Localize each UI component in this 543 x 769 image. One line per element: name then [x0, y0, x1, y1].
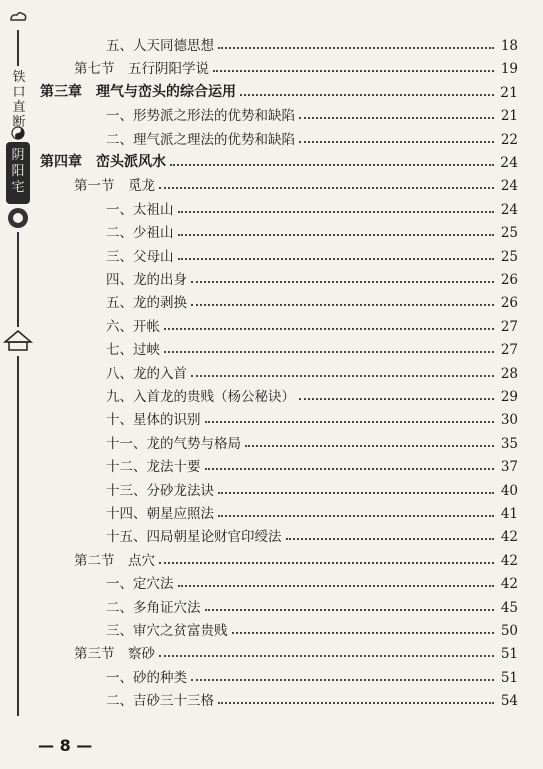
toc-entry-page: 45 — [500, 599, 518, 616]
bagua-ornament-icon — [6, 206, 30, 230]
toc-dot-leader — [205, 468, 495, 470]
toc-entry-title: 六、开帐 — [106, 318, 160, 335]
toc-entry-title: 十、星体的识别 — [106, 412, 201, 429]
toc-entry[interactable] — [40, 334, 518, 358]
toc-entry-title: 三、父母山 — [106, 248, 174, 265]
sidebar — [0, 0, 36, 769]
toc-entry-page: 40 — [500, 482, 518, 499]
toc-entry-page: 21 — [500, 84, 518, 101]
section-char: 阳 — [11, 164, 25, 179]
toc-entry-page: 42 — [500, 552, 518, 569]
toc-entry[interactable] — [40, 545, 518, 569]
toc-entry-title: 九、入首龙的贵贱（杨公秘诀） — [106, 389, 295, 405]
toc-entry-title: 四、龙的出身 — [106, 272, 187, 288]
toc-entry-page: 21 — [500, 108, 518, 125]
toc-entry-title: 一、定穴法 — [106, 576, 174, 593]
toc-entry[interactable] — [40, 124, 518, 148]
toc-entry-title: 七、过峡 — [106, 342, 160, 359]
toc-entry-page: 37 — [500, 459, 518, 476]
toc-entry[interactable] — [40, 194, 518, 218]
section-badge — [6, 142, 30, 204]
sidebar-rule-bottom — [17, 356, 19, 716]
toc-entry-page: 24 — [500, 178, 518, 195]
toc-entry-title: 二、多角证穴法 — [106, 599, 201, 616]
book-title-char: 断 — [12, 115, 26, 130]
toc-dot-leader — [213, 70, 494, 72]
page-number: — 8 — — [38, 736, 93, 755]
toc-entry[interactable] — [40, 475, 518, 499]
toc-dot-leader — [218, 515, 494, 517]
toc-entry-page: 29 — [500, 389, 518, 405]
book-title-vertical — [8, 70, 30, 130]
toc-entry-title: 第七节 五行阴阳学说 — [74, 61, 209, 78]
toc-dot-leader — [191, 281, 494, 283]
section-char: 阴 — [11, 148, 25, 163]
toc-entry[interactable] — [40, 264, 518, 288]
toc-entry-title: 一、形势派之形法的优势和缺陷 — [106, 108, 295, 125]
toc-entry[interactable] — [40, 100, 518, 124]
toc-entry-title: 十四、朝星应照法 — [106, 506, 214, 522]
toc-entry-title: 一、砂的种类 — [106, 669, 187, 686]
toc-dot-leader — [159, 655, 494, 657]
toc-entry-page: 25 — [500, 225, 518, 242]
toc-dot-leader — [299, 398, 494, 400]
toc-dot-leader — [178, 585, 495, 587]
toc-entry-page: 41 — [500, 506, 518, 522]
toc-entry[interactable] — [40, 170, 518, 194]
toc-entry-title: 十二、龙法十要 — [106, 459, 201, 476]
toc-entry-title: 十五、四局朝星论财官印绶法 — [106, 529, 282, 546]
toc-dot-leader — [205, 609, 495, 611]
toc-entry[interactable] — [40, 30, 518, 54]
toc-dot-leader — [159, 562, 494, 564]
toc-entry[interactable] — [40, 662, 518, 686]
toc-entry-title: 第三节 察砂 — [74, 646, 155, 663]
toc-entry-title: 十三、分砂龙法诀 — [106, 482, 214, 499]
toc-entry-page: 51 — [500, 669, 518, 686]
toc-entry-page: 51 — [500, 646, 518, 663]
toc-entry-page: 30 — [500, 412, 518, 429]
toc-entry[interactable] — [40, 615, 518, 639]
toc-entry[interactable] — [40, 638, 518, 662]
toc-dot-leader — [191, 375, 494, 377]
toc-dot-leader — [218, 47, 494, 49]
toc-entry-page: 35 — [500, 435, 518, 452]
toc-entry-page: 26 — [500, 295, 518, 312]
toc-dot-leader — [191, 679, 494, 681]
book-title-char: 直 — [12, 100, 26, 115]
toc-entry-title: 二、少祖山 — [106, 225, 174, 242]
book-title-char: 铁 — [12, 70, 26, 85]
toc-entry-title: 一、太祖山 — [106, 201, 174, 218]
toc-entry-page: 24 — [500, 155, 518, 171]
toc-entry[interactable] — [40, 241, 518, 265]
toc-entry[interactable] — [40, 311, 518, 335]
toc-entry-page: 28 — [500, 365, 518, 382]
toc-entry[interactable] — [40, 404, 518, 428]
toc-entry[interactable] — [40, 287, 518, 311]
toc-entry[interactable] — [40, 77, 518, 101]
toc-dot-leader — [286, 538, 495, 540]
toc-entry[interactable] — [40, 521, 518, 545]
toc-dot-leader — [191, 304, 494, 306]
toc-entry-title: 二、理气派之理法的优势和缺陷 — [106, 131, 295, 148]
toc-dot-leader — [159, 187, 494, 189]
toc-dot-leader — [218, 492, 494, 494]
toc-entry[interactable] — [40, 358, 518, 382]
toc-dot-leader — [178, 211, 495, 213]
toc-entry-title: 第二节 点穴 — [74, 552, 155, 569]
toc-dot-leader — [164, 328, 494, 330]
toc-entry-page: 54 — [500, 693, 518, 710]
toc-entry-page: 19 — [500, 61, 518, 78]
toc-entry-title: 五、人天同德思想 — [106, 38, 214, 54]
toc-entry[interactable] — [40, 147, 518, 171]
toc-entry[interactable] — [40, 428, 518, 452]
toc-entry-page: 27 — [500, 342, 518, 359]
pavilion-ornament-icon — [3, 328, 33, 354]
toc-entry[interactable] — [40, 568, 518, 592]
toc-entry-title: 十一、龙的气势与格局 — [106, 435, 241, 452]
toc-dot-leader — [178, 234, 495, 236]
toc-entry-title: 第一节 觅龙 — [74, 178, 155, 195]
toc-entry-title: 第三章 理气与峦头的综合运用 — [40, 83, 236, 100]
toc-entry-title: 五、龙的剥换 — [106, 295, 187, 312]
toc-dot-leader — [232, 632, 495, 634]
toc-entry[interactable] — [40, 53, 518, 77]
toc-dot-leader — [178, 258, 495, 260]
toc-entry[interactable] — [40, 381, 518, 405]
toc-dot-leader — [170, 164, 494, 166]
toc-entry-page: 18 — [500, 38, 518, 54]
toc-entry[interactable] — [40, 217, 518, 241]
toc-dot-leader — [218, 702, 494, 704]
toc-entry[interactable] — [40, 498, 518, 522]
sidebar-rule-middle — [17, 232, 19, 327]
cloud-ornament-icon — [8, 8, 28, 28]
toc-entry-page: 50 — [500, 623, 518, 639]
toc-dot-leader — [299, 117, 494, 119]
toc-entry-page: 22 — [500, 131, 518, 148]
toc-dot-leader — [299, 141, 494, 143]
toc-entry-page: 25 — [500, 248, 518, 265]
sidebar-rule-top — [17, 30, 19, 66]
toc-dot-leader — [164, 351, 494, 353]
toc-entry-page: 42 — [500, 529, 518, 546]
toc-entry-title: 第四章 峦头派风水 — [40, 154, 166, 170]
book-title-char: 口 — [12, 85, 26, 100]
toc-entry-title: 八、龙的入首 — [106, 365, 187, 382]
toc-entry-page: 26 — [500, 272, 518, 288]
section-char: 宅 — [11, 180, 25, 195]
toc-entry-page: 27 — [500, 318, 518, 335]
toc-dot-leader — [205, 421, 495, 423]
toc-entry[interactable] — [40, 592, 518, 616]
toc-entry[interactable] — [40, 685, 518, 709]
toc-entry-page: 24 — [500, 201, 518, 218]
toc-dot-leader — [240, 94, 494, 96]
toc-entry-title: 二、吉砂三十三格 — [106, 693, 214, 710]
toc-entry[interactable] — [40, 451, 518, 475]
toc-entry-page: 42 — [500, 576, 518, 593]
yin-yang-icon — [11, 126, 25, 140]
toc-dot-leader — [245, 445, 494, 447]
toc-entry-title: 三、审穴之贫富贵贱 — [106, 623, 228, 639]
